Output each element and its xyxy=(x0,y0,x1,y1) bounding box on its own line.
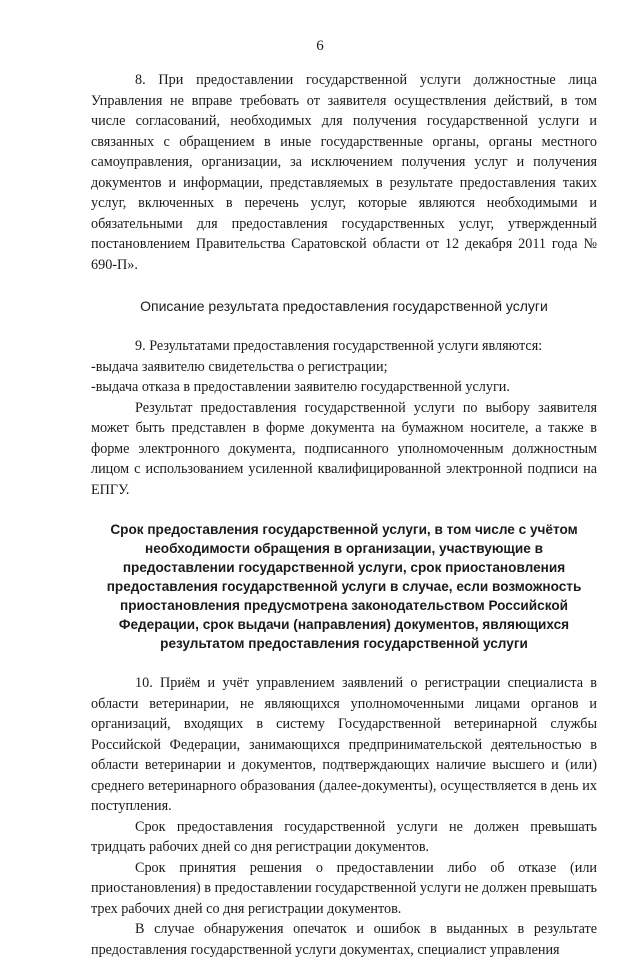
paragraph-10: 10. Приём и учёт управлением заявлений о регистрации специалиста в области ветеринарии, не являющихся уполномоченными лицами органов и организаций, входящих в систему Государственной ветеринарной службы Российской Федерации, занимающихся предпринимательской деятельностью в области ветеринарии и документов, подтверждающих наличие высшего и (или) среднего ветеринарного образования (далее-документы), осуществляется в день их поступления. xyxy=(91,675,597,814)
paragraph-8: 8. При предоставлении государственной услуги должностные лица Управления не вправе требовать от заявителя осуществления действий, в том числе согласований, необходимых для получения государственной услуги и связанных с обращением в иные государственные органы, органы местного самоуправления, организации, за исключением получения услуг и получения документов и информации, представляемых в результате предоставления таких услуг, включенных в перечень услуг, которые являются необходимыми и обязательными для предоставления государственных услуг, утвержденный постановлением Правительства Саратовской области от 12 декабря 2011 года № 690-П». xyxy=(91,72,597,273)
paragraph-10-term: Срок предоставления государственной услуги не должен превышать тридцать рабочих дней со дня регистрации документов. xyxy=(91,818,597,855)
section-heading-deadline: Срок предоставления государственной услуги, в том числе с учётом необходимости обращения в организации, участвующие в предоставлении государственной услуги, срок приостановления предоставления государственной услуги в случае, если возможность приостановления предусмотрена законодательством Российской Федерации, срок выдачи (направления) документов, являющихся результатом предоставления государственной услуги xyxy=(106,522,582,651)
section-heading-result: Описание результата предоставления государственной услуги xyxy=(140,298,548,314)
list-item-certificate: -выдача заявителю свидетельства о регистрации; xyxy=(91,358,388,375)
paragraph-9-result-form: Результат предоставления государственной услуги по выбору заявителя может быть представлен в форме документа на бумажном носителе, а также в форме электронного документа, подписанного уполномоченным должностным лицом с использованием усиленной квалифицированной электронной подписи на ЕПГУ. xyxy=(91,399,597,498)
list-item-refusal: -выдача отказа в предоставлении заявителю государственной услуги. xyxy=(91,379,510,395)
paragraph-9: 9. Результатами предоставления государственной услуги являются: xyxy=(135,338,543,354)
paragraph-10-errors: В случае обнаружения опечаток и ошибок в выданных в результате предоставления государственной услуги документах, специалист управления xyxy=(91,921,597,958)
document-body xyxy=(91,70,597,960)
page-number: 6 xyxy=(316,38,324,54)
paragraph-10-decision: Срок принятия решения о предоставлении либо об отказе (или приостановления) в предоставлении государственной услуги не должен превышать трех рабочих дней со дня регистрации документов. xyxy=(91,859,597,917)
